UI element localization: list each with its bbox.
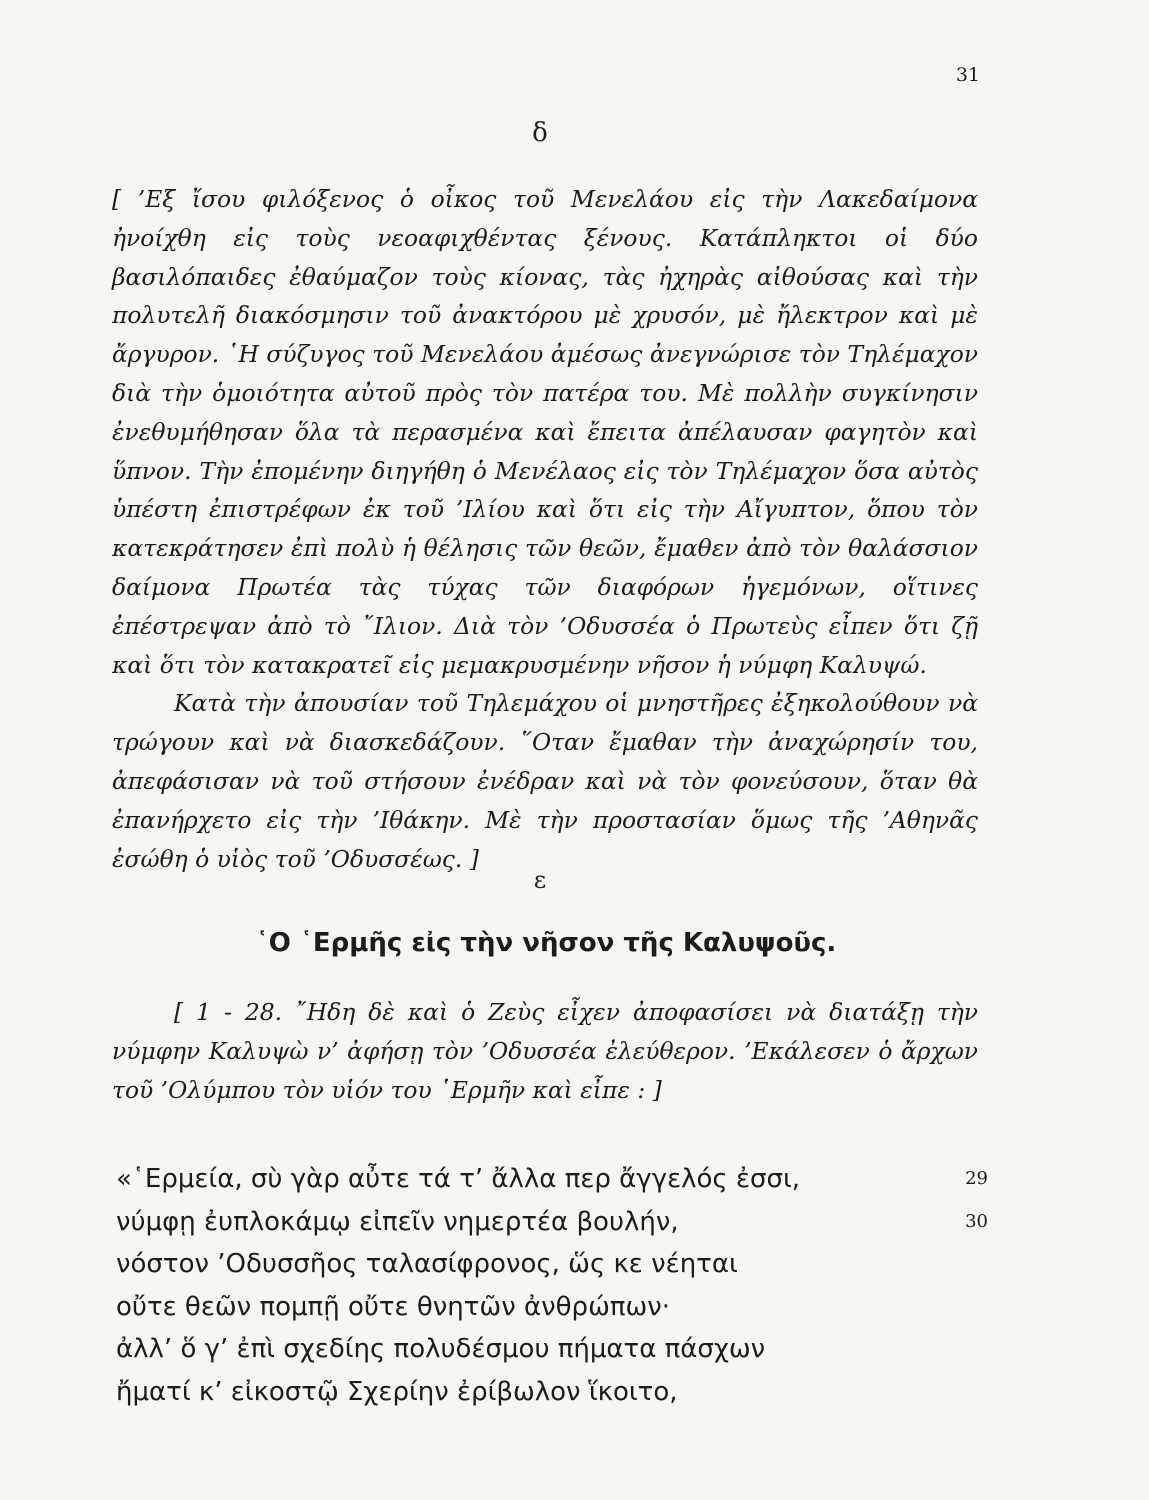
verse-text: νόστον ’Οδυσσῆος ταλασίφρονος, ὥς κε νέηται [116, 1249, 738, 1279]
line-number: 30 [965, 1210, 988, 1232]
verse-text: ἤματί κ’ εἰκοστῷ Σχερίην ἐρίβωλον ἵκοιτο, [116, 1376, 678, 1407]
summary-paragraph: Κατὰ τὴν ἀπουσίαν τοῦ Τηλεμάχου οἱ μνηστῆρες ἐξηκολούθουν νὰ τρώγουν καὶ νὰ διασκεδάζουν. ῞Οταν ἔμαθαν τὴν ἀναχώρησίν του, ἀπεφάσισαν νὰ τοῦ στήσουν ἐνέδραν καὶ νὰ τὸν φονεύσουν, ὅταν θὰ ἐπανήρχετο εἰς τὴν ’Ιθάκην. Μὲ τὴν προστασίαν ὅμως τῆς ’Αθηνᾶς ἐσώθη ὁ υἱὸς τοῦ ’Οδυσσέως. ] [112, 689, 978, 873]
chapter-heading: ῾Ο ῾Ερμῆς εἰς τὴν νῆσον τῆς Καλυψοῦς. [255, 928, 837, 958]
verse-line [116, 1371, 988, 1414]
verse-line [116, 1328, 988, 1371]
summary-paragraph: [ ’Εξ ἴσου φιλόξενος ὁ οἶκος τοῦ Μενελάου εἰς τὴν Λακεδαίμονα ἠνοίχθη εἰς τοὺς νεοαφιχθέντας ξένους. Κατάπληκτοι οἱ δύο βασιλόπαιδες ἐθαύμαζον τοὺς κίονας, τὰς ἠχηρὰς αἰθούσας καὶ τὴν πολυτελῆ διακόσμησιν τοῦ ἀνακτόρου μὲ χρυσόν, μὲ ἤλεκτρον καὶ μὲ ἄργυρον. ῾Η σύζυγος τοῦ Μενελάου ἀμέσως ἀνεγνώρισε τὸν Τηλέμαχον διὰ τὴν ὁμοιότητα αὐτοῦ πρὸς τὸν πατέρα του. Μὲ πολλὴν συγκίνησιν ἐνεθυμήθησαν ὅλα τὰ περασμένα καὶ ἔπειτα ἀπέλαυσαν φαγητὸν καὶ ὕπνον. Τὴν ἐπομένην διηγήθη ὁ Μενέλαος εἰς τὸν Τηλέμαχον ὅσα αὐτὸς ὑπέστη ἐπιστρέφων ἐκ τοῦ ’Ιλίου καὶ ὅτι εἰς τὴν Αἴγυπτον, ὅπου τὸν κατεκράτησεν ἐπὶ πολὺ ἡ θέλησις τῶν θεῶν, ἔμαθεν ἀπὸ τὸν θαλάσσιον δαίμονα Πρωτέα τὰς τύχας τῶν διαφόρων ἡγεμόνων, οἵτινες ἐπέστρεψαν ἀπὸ τὸ ῎Ιλιον. Διὰ τὸν ’Οδυσσέα ὁ Πρωτεὺς εἶπεν ὅτι ζῇ καὶ ὅτι τὸν κατακρατεῖ εἰς μεμακρυσμένην νῆσον ἡ νύμφη Καλυψώ. [112, 185, 978, 679]
verse-text: νύμφῃ ἐυπλοκάμῳ εἰπεῖν νημερτέα βουλήν, [116, 1206, 679, 1237]
verse-text: ἀλλ’ ὅ γ’ ἐπὶ σχεδίης πολυδέσμου πήματα πάσχων [116, 1334, 766, 1364]
verse-text: «῾Ερμεία, σὺ γὰρ αὖτε τά τ’ ἄλλα περ ἄγγελός ἐσσι, [116, 1164, 801, 1194]
verse-line [116, 1286, 988, 1329]
book-letter-delta: δ [532, 118, 548, 148]
verse-text: οὔτε θεῶν πομπῇ οὔτε θνητῶν ἀνθρώπων· [116, 1291, 671, 1322]
summary-book-5 [112, 993, 978, 1109]
book-letter-epsilon: ε [533, 866, 547, 894]
verse-line [116, 1201, 988, 1244]
verse-line [116, 1158, 988, 1201]
summary-paragraph: [ 1 - 28. ῎Ηδη δὲ καὶ ὁ Ζεὺς εἶχεν ἀποφασίσει νὰ διατάξῃ τὴν νύμφην Καλυψὼ ν’ ἀφήσῃ τὸν ’Οδυσσέα ἐλεύθερον. ’Εκάλεσεν ὁ ἄρχων τοῦ ’Ολύμπου τὸν υἱόν του ῾Ερμῆν καὶ εἶπε : ] [112, 998, 978, 1104]
summary-book-4 [112, 180, 978, 878]
verse-block [116, 1158, 988, 1413]
verse-line [116, 1243, 988, 1286]
line-number: 29 [965, 1168, 988, 1189]
page-number: 31 [955, 64, 980, 86]
